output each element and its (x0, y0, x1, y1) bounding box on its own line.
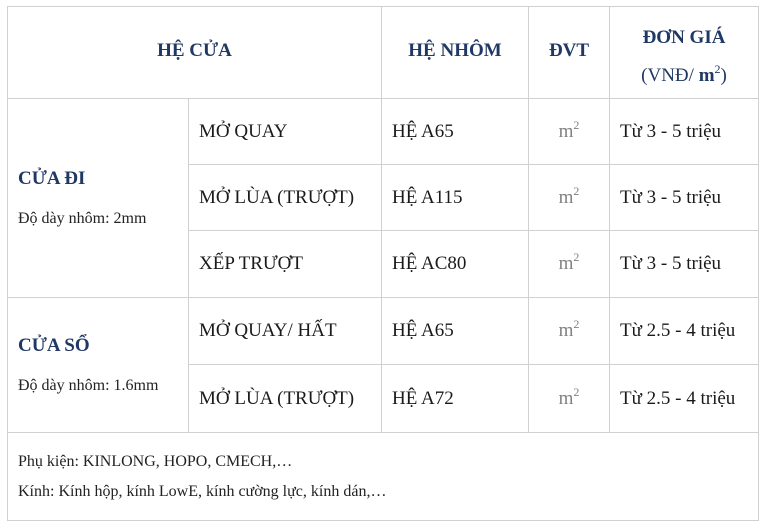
aluminum-system: HỆ A65 (382, 298, 529, 365)
door-type: MỞ LÙA (TRƯỢT) (189, 165, 382, 231)
header-price: ĐƠN GIÁ (VNĐ/ $m^2$) (610, 7, 759, 99)
door-type: MỞ QUAY (189, 99, 382, 165)
group-window (8, 298, 189, 433)
group-note: Độ dày nhôm: 1.6mm (18, 377, 159, 394)
price-cell: Từ 2.5 - 4 triệu (610, 298, 759, 365)
unit-cell: $m^2$ (529, 298, 610, 365)
price-table (7, 6, 759, 521)
header-unit: ĐVT (529, 7, 610, 99)
price-cell: Từ 3 - 5 triệu (610, 165, 759, 231)
group-door (8, 99, 189, 298)
window-type: MỞ LÙA (TRƯỢT) (189, 365, 382, 433)
accessories-note: Phụ kiện: KINLONG, HOPO, CMECH,… (18, 452, 293, 470)
door-type: XẾP TRƯỢT (189, 231, 382, 298)
unit-cell: $m^2$ (529, 365, 610, 433)
aluminum-system: HỆ A72 (382, 365, 529, 433)
footer-row (8, 433, 759, 521)
aluminum-system: HỆ A65 (382, 99, 529, 165)
price-cell: Từ 3 - 5 triệu (610, 99, 759, 165)
unit-cell: $m^2$ (529, 99, 610, 165)
group-title: CỬA ĐI (18, 168, 86, 189)
price-cell: Từ 2.5 - 4 triệu (610, 365, 759, 433)
table-row (8, 99, 759, 165)
group-title: CỬA SỔ (18, 335, 90, 356)
header-row (8, 7, 759, 99)
price-cell: Từ 3 - 5 triệu (610, 231, 759, 298)
footer-notes (8, 433, 759, 521)
header-price-unit: (VNĐ/ $m^2$) (641, 61, 727, 86)
unit-cell: $m^2$ (529, 231, 610, 298)
aluminum-system: HỆ A115 (382, 165, 529, 231)
glass-note: Kính: Kính hộp, kính LowE, kính cường lực, kính dán,… (18, 482, 387, 500)
unit-cell: $m^2$ (529, 165, 610, 231)
header-system: HỆ CỬA (8, 7, 382, 99)
group-note: Độ dày nhôm: 2mm (18, 210, 147, 227)
aluminum-system: HỆ AC80 (382, 231, 529, 298)
header-aluminum: HỆ NHÔM (382, 7, 529, 99)
window-type: MỞ QUAY/ HẤT (189, 298, 382, 365)
table-row (8, 298, 759, 365)
